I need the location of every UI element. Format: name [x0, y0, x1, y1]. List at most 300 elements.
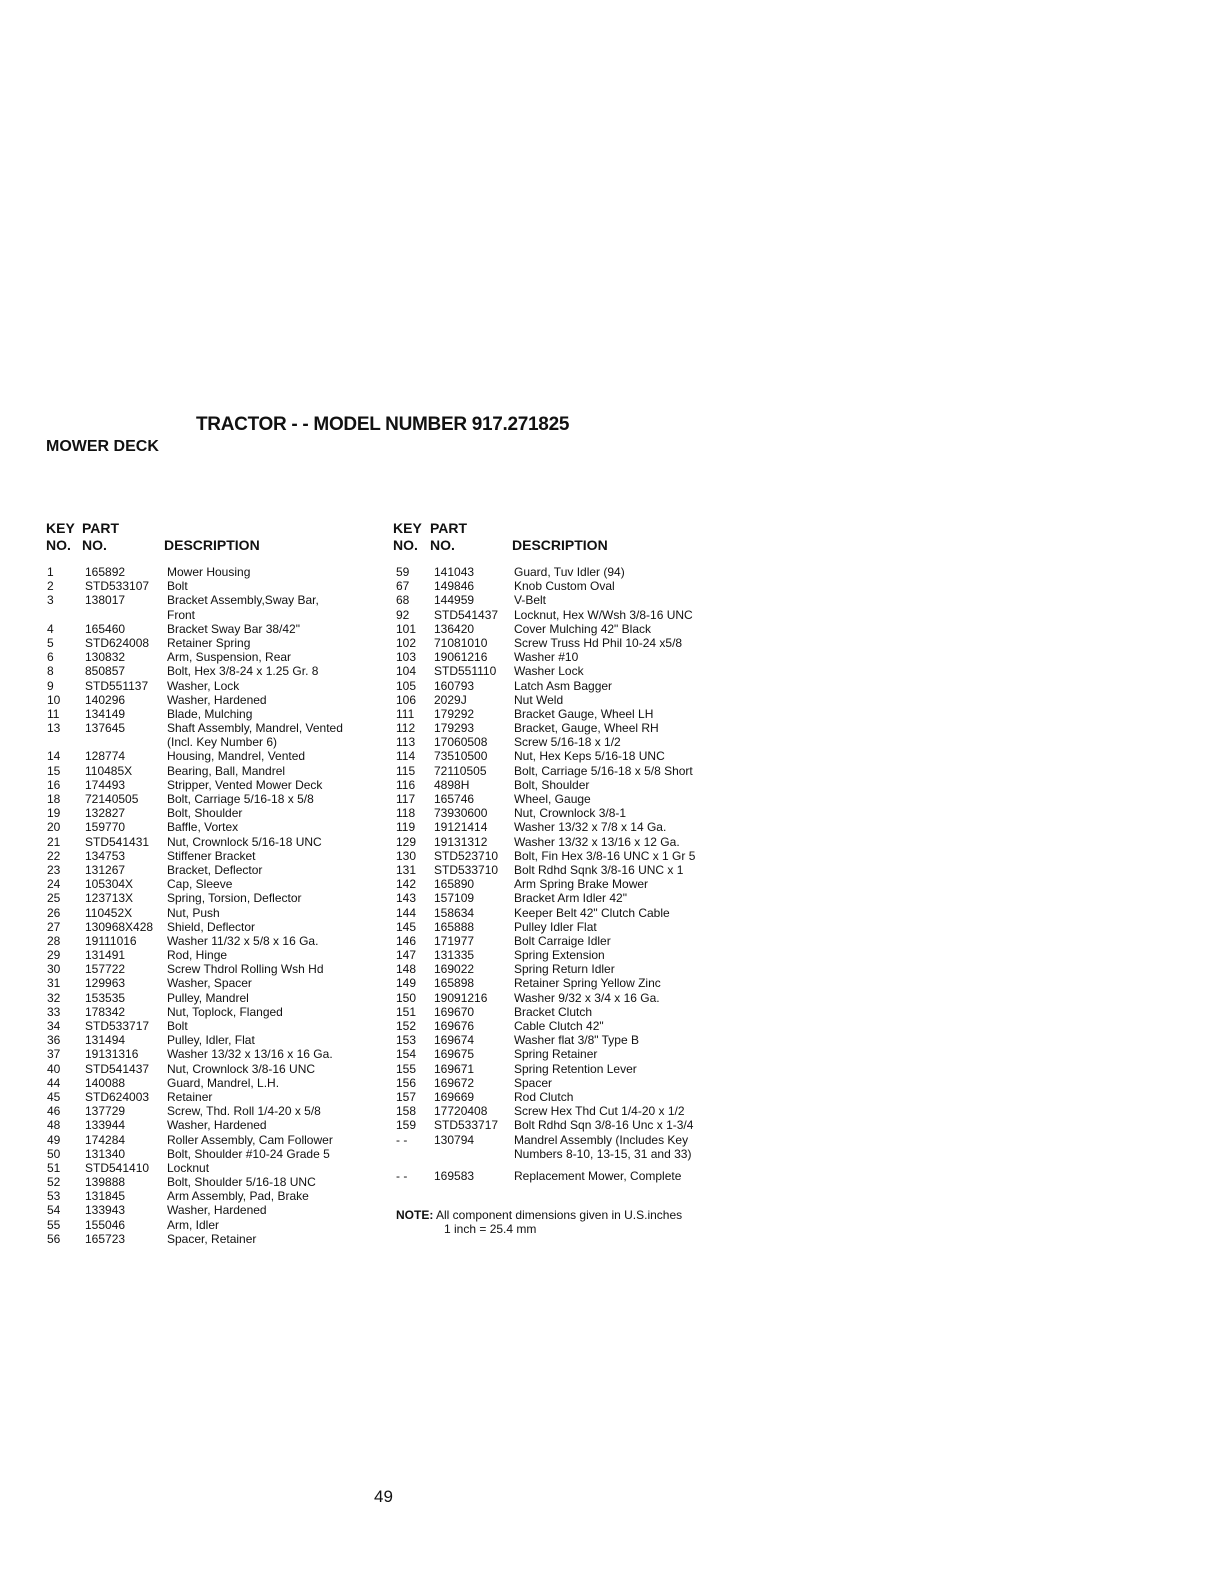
- part-description: Spacer: [514, 1075, 553, 1090]
- parts-row: [47, 664, 387, 678]
- part-description: Bracket Sway Bar 38/42": [167, 621, 300, 636]
- parts-row: [47, 1133, 387, 1147]
- parts-row: [396, 1169, 726, 1183]
- key-number: 49: [47, 1132, 61, 1147]
- part-number: 130968X428: [85, 919, 154, 934]
- key-number: 130: [396, 848, 417, 863]
- part-number: 73930600: [434, 806, 488, 821]
- part-description: Nut, Push: [167, 905, 220, 920]
- part-description: Stiffener Bracket: [167, 848, 256, 863]
- parts-row: [47, 565, 387, 579]
- key-number: 22: [47, 848, 61, 863]
- part-description: Nut, Hex Keps 5/16-18 UNC: [514, 749, 665, 764]
- part-number: 160793: [434, 678, 475, 693]
- part-description: Washer #10: [514, 650, 579, 665]
- parts-row: [47, 778, 387, 792]
- part-description: Nut, Toplock, Flanged: [167, 1004, 283, 1019]
- key-number: 50: [47, 1146, 61, 1161]
- key-number: 51: [47, 1160, 61, 1175]
- part-number: 17720408: [434, 1104, 488, 1119]
- key-number: 37: [47, 1047, 61, 1062]
- parts-row: [47, 764, 387, 778]
- part-number: STD541410: [85, 1160, 150, 1175]
- part-number: 169672: [434, 1075, 475, 1090]
- parts-row: [396, 636, 726, 650]
- key-number: 116: [396, 777, 416, 792]
- key-number: 119: [396, 820, 416, 835]
- part-description: Retainer Spring Yellow Zinc: [514, 976, 661, 991]
- key-number: 23: [47, 862, 61, 877]
- note-line1: All component dimensions given in U.S.inches: [436, 1208, 683, 1222]
- key-number: 104: [396, 664, 417, 679]
- part-number: 105304X: [85, 877, 134, 892]
- part-number: 72110505: [434, 763, 487, 778]
- part-number: 850857: [85, 664, 126, 679]
- key-number: 146: [396, 933, 417, 948]
- parts-row: [396, 906, 726, 920]
- part-description: Bracket Gauge, Wheel LH: [514, 706, 654, 721]
- part-description: Spring Return Idler: [514, 962, 615, 977]
- part-header-line2: NO.: [82, 537, 107, 553]
- part-description: Bolt, Hex 3/8-24 x 1.25 Gr. 8: [167, 664, 319, 679]
- parts-row: [396, 679, 726, 693]
- part-description: Mower Housing: [167, 565, 251, 579]
- part-description: Arm Assembly, Pad, Brake: [167, 1189, 309, 1204]
- part-number: STD624008: [85, 635, 150, 650]
- part-description: Arm Spring Brake Mower: [514, 877, 649, 892]
- parts-row: [396, 565, 726, 579]
- part-number: 131845: [85, 1189, 126, 1204]
- parts-row: [396, 1033, 726, 1047]
- key-number: 26: [47, 905, 61, 920]
- part-description: Replacement Mower, Complete: [514, 1168, 682, 1183]
- key-number: 113: [396, 735, 416, 750]
- part-number: 169676: [434, 1019, 475, 1033]
- key-number: 16: [47, 777, 61, 792]
- parts-row: [396, 1005, 726, 1019]
- note-line2: 1 inch = 25.4 mm: [444, 1222, 537, 1236]
- parts-row: [396, 650, 726, 664]
- parts-row: [47, 962, 387, 976]
- key-number: 59: [396, 565, 410, 579]
- part-number: 140088: [85, 1075, 126, 1090]
- key-number: 148: [396, 962, 417, 977]
- part-description: Blade, Mulching: [167, 706, 253, 721]
- part-description: Bolt: [167, 579, 188, 594]
- right-parts-list: [396, 565, 726, 1183]
- parts-row: [396, 1090, 726, 1104]
- part-description: Screw Hex Thd Cut 1/4-20 x 1/2: [514, 1104, 685, 1119]
- part-description: Bracket, Gauge, Wheel RH: [514, 721, 659, 736]
- part-number: 159770: [85, 820, 126, 835]
- part-number: 129963: [85, 976, 126, 991]
- key-number: 53: [47, 1189, 61, 1204]
- parts-row: [47, 849, 387, 863]
- part-description: Guard, Mandrel, L.H.: [167, 1075, 280, 1090]
- part-description: Roller Assembly, Cam Follower: [167, 1132, 333, 1147]
- key-number: 150: [396, 990, 417, 1005]
- part-description: Screw Thdrol Rolling Wsh Hd: [167, 962, 324, 977]
- part-description: Shaft Assembly, Mandrel, Vented: [167, 721, 343, 736]
- parts-row: [47, 707, 387, 721]
- part-description: Shield, Deflector: [167, 919, 256, 934]
- part-number: 19131312: [434, 834, 488, 849]
- part-number: 19061216: [434, 650, 488, 665]
- parts-row: [47, 1161, 387, 1175]
- part-number: 157722: [85, 962, 126, 977]
- part-description: Arm, Suspension, Rear: [167, 650, 292, 665]
- key-number: 54: [47, 1203, 61, 1218]
- part-number: 169669: [434, 1089, 475, 1104]
- part-description: Washer 11/32 x 5/8 x 16 Ga.: [167, 933, 319, 948]
- key-number: 115: [396, 763, 416, 778]
- key-number: 6: [47, 650, 54, 665]
- parts-row: [396, 877, 726, 891]
- part-number: 19131316: [85, 1047, 139, 1062]
- part-number: 133944: [85, 1118, 126, 1133]
- parts-row: [47, 1147, 387, 1161]
- key-number: 111: [396, 706, 415, 721]
- key-number: 131: [396, 862, 417, 877]
- key-number: 24: [47, 877, 61, 892]
- parts-row: [47, 891, 387, 905]
- part-number: 158634: [434, 905, 475, 920]
- parts-row: [47, 976, 387, 990]
- part-number: 19111016: [85, 933, 137, 948]
- key-number: 114: [396, 749, 416, 764]
- parts-row: [47, 948, 387, 962]
- part-number: 73510500: [434, 749, 488, 764]
- parts-row: [47, 679, 387, 693]
- key-number: 154: [396, 1047, 417, 1062]
- key-number: 117: [396, 792, 416, 806]
- key-number: 19: [47, 806, 61, 821]
- part-description: Arm, Idler: [167, 1217, 220, 1232]
- parts-row: [47, 820, 387, 834]
- key-number: 3: [47, 593, 54, 608]
- part-number: 179293: [434, 721, 475, 736]
- part-description: Screw, Thd. Roll 1/4-20 x 5/8: [167, 1104, 321, 1119]
- part-number: STD541431: [85, 834, 150, 849]
- part-number: 132827: [85, 806, 126, 821]
- key-number: 13: [47, 721, 61, 736]
- key-number: 21: [47, 834, 61, 849]
- parts-row: [47, 622, 387, 636]
- part-number: 169675: [434, 1047, 475, 1062]
- parts-row: [396, 664, 726, 678]
- description-header: DESCRIPTION: [512, 537, 608, 553]
- part-description: Bolt Rdhd Sqnk 3/8-16 UNC x 1: [514, 862, 684, 877]
- parts-row: [396, 891, 726, 905]
- part-description: Bracket, Deflector: [167, 862, 263, 877]
- key-number: 28: [47, 933, 61, 948]
- part-number: STD533107: [85, 579, 150, 594]
- part-number: 179292: [434, 706, 475, 721]
- part-description: Stripper, Vented Mower Deck: [167, 777, 323, 792]
- part-header-line1: PART: [430, 520, 468, 536]
- key-number: 30: [47, 962, 61, 977]
- part-description: Cover Mulching 42" Black: [514, 621, 651, 636]
- part-number: 144959: [434, 593, 475, 608]
- part-number: 123713X: [85, 891, 134, 906]
- part-description: Mandrel Assembly (Includes Key: [514, 1132, 689, 1147]
- part-description: Washer, Spacer: [167, 976, 252, 991]
- key-number: 9: [47, 678, 54, 693]
- parts-row: [396, 1019, 726, 1033]
- part-number: STD551110: [434, 664, 497, 679]
- key-number: 25: [47, 891, 61, 906]
- key-number: 145: [396, 919, 417, 934]
- key-number: 2: [47, 579, 54, 594]
- part-number: 138017: [85, 593, 126, 608]
- parts-row: [47, 1189, 387, 1203]
- part-description: Locknut, Hex W/Wsh 3/8-16 UNC: [514, 607, 693, 622]
- part-description: Spring Retainer: [514, 1047, 598, 1062]
- parts-row: [47, 835, 387, 849]
- parts-row: [47, 806, 387, 820]
- key-number: 159: [396, 1118, 417, 1133]
- key-number: 27: [47, 919, 61, 934]
- key-number: 142: [396, 877, 417, 892]
- part-number: 131335: [434, 948, 475, 963]
- part-number: 165723: [85, 1231, 126, 1246]
- part-description: Nut, Crownlock 5/16-18 UNC: [167, 834, 322, 849]
- key-number: 15: [47, 763, 61, 778]
- part-description: Bracket Clutch: [514, 1004, 593, 1019]
- key-number: 20: [47, 820, 61, 835]
- part-number: 136420: [434, 621, 475, 636]
- key-number: 36: [47, 1033, 61, 1048]
- key-number: 10: [47, 692, 61, 707]
- parts-row: [396, 934, 726, 948]
- parts-row: [47, 1118, 387, 1132]
- parts-row: [47, 1005, 387, 1019]
- key-number: - -: [396, 1132, 408, 1147]
- part-number: STD541437: [85, 1061, 150, 1076]
- parts-row: [47, 1104, 387, 1118]
- part-number: 19091216: [434, 990, 488, 1005]
- part-description: Washer, Hardened: [167, 1118, 267, 1133]
- part-number: 178342: [85, 1004, 126, 1019]
- key-number: 144: [396, 905, 417, 920]
- part-number: 157109: [434, 891, 475, 906]
- part-description: Bearing, Ball, Mandrel: [167, 763, 286, 778]
- part-description: Retainer: [167, 1089, 213, 1104]
- parts-row: [47, 693, 387, 707]
- parts-row: [396, 735, 726, 749]
- parts-row: [396, 849, 726, 863]
- part-number: STD533710: [434, 862, 499, 877]
- parts-row: [47, 920, 387, 934]
- part-number: 149846: [434, 579, 475, 594]
- key-number: 103: [396, 650, 417, 665]
- note-label: NOTE:: [396, 1208, 434, 1222]
- parts-row: [47, 1203, 387, 1217]
- key-number: 40: [47, 1061, 61, 1076]
- parts-row: [47, 735, 387, 749]
- part-description: Screw Truss Hd Phil 10-24 x5/8: [514, 635, 683, 650]
- key-number: 55: [47, 1217, 61, 1232]
- parts-row: [396, 1047, 726, 1061]
- parts-row: [396, 962, 726, 976]
- parts-row: [396, 608, 726, 622]
- part-number: 130832: [85, 650, 126, 665]
- part-description: Pulley Idler Flat: [514, 919, 597, 934]
- key-number: 68: [396, 593, 410, 608]
- key-number: - -: [396, 1168, 408, 1183]
- parts-row: [396, 792, 726, 806]
- part-description: Locknut: [167, 1160, 210, 1175]
- key-number: 158: [396, 1104, 417, 1119]
- parts-row: [396, 778, 726, 792]
- part-description: Knob Custom Oval: [514, 579, 615, 594]
- parts-row: [396, 920, 726, 934]
- parts-row: [396, 1104, 726, 1118]
- parts-row: [396, 593, 726, 607]
- parts-row: [47, 863, 387, 877]
- part-number: 134753: [85, 848, 126, 863]
- parts-row: [47, 1232, 387, 1246]
- part-number: 153535: [85, 990, 126, 1005]
- part-number: 139888: [85, 1175, 126, 1190]
- part-description: Washer 9/32 x 3/4 x 16 Ga.: [514, 990, 660, 1005]
- part-number: 110452X: [85, 905, 133, 920]
- part-number: 174493: [85, 777, 126, 792]
- key-number: 152: [396, 1019, 417, 1033]
- part-number: 110485X: [85, 763, 133, 778]
- part-number: 133943: [85, 1203, 126, 1218]
- part-number: 165890: [434, 877, 475, 892]
- parts-row: [396, 764, 726, 778]
- parts-row: [396, 820, 726, 834]
- key-number: 31: [47, 976, 61, 991]
- key-number: 129: [396, 834, 417, 849]
- parts-row: [396, 863, 726, 877]
- parts-row: [47, 721, 387, 735]
- part-description: Pulley, Mandrel: [167, 990, 249, 1005]
- section-heading: MOWER DECK: [46, 438, 159, 455]
- parts-row: [396, 693, 726, 707]
- key-number: 155: [396, 1061, 417, 1076]
- parts-row: [47, 636, 387, 650]
- part-number: 137645: [85, 721, 126, 736]
- parts-row: [396, 948, 726, 962]
- part-header-line1: PART: [82, 520, 120, 536]
- part-description: Bolt, Shoulder: [167, 806, 243, 821]
- part-description: Cap, Sleeve: [167, 877, 233, 892]
- part-description: Rod, Hinge: [167, 948, 228, 963]
- part-description: Rod Clutch: [514, 1089, 574, 1104]
- key-number: 101: [396, 621, 417, 636]
- parts-row: [47, 1019, 387, 1033]
- parts-row: [47, 1175, 387, 1189]
- key-number: 147: [396, 948, 417, 963]
- key-number: 48: [47, 1118, 61, 1133]
- part-description: Washer, Lock: [167, 678, 240, 693]
- left-parts-list: [47, 565, 387, 1246]
- part-description: Nut Weld: [514, 692, 564, 707]
- key-number: 149: [396, 976, 417, 991]
- part-description: Baffle, Vortex: [167, 820, 239, 835]
- part-number: 130794: [434, 1132, 475, 1147]
- part-description: Washer 13/32 x 13/16 x 16 Ga.: [167, 1047, 333, 1062]
- parts-row: [47, 1062, 387, 1076]
- parts-row: [396, 1076, 726, 1090]
- part-number: 169022: [434, 962, 475, 977]
- part-description: Bolt, Carriage 5/16-18 x 5/8: [167, 792, 314, 806]
- parts-row: [47, 1047, 387, 1061]
- parts-row: [47, 792, 387, 806]
- part-description: Numbers 8-10, 13-15, 31 and 33): [514, 1146, 692, 1161]
- parts-row: [47, 608, 387, 622]
- key-number: 102: [396, 635, 417, 650]
- part-number: 131267: [85, 862, 126, 877]
- part-number: 4898H: [434, 777, 470, 792]
- parts-row: [396, 835, 726, 849]
- part-number: 141043: [434, 565, 475, 579]
- parts-row: [396, 1118, 726, 1132]
- part-description: Bolt, Fin Hex 3/8-16 UNC x 1 Gr 5: [514, 848, 696, 863]
- parts-row: [396, 976, 726, 990]
- key-number: 18: [47, 792, 61, 806]
- left-table-header: [46, 520, 366, 554]
- description-header: DESCRIPTION: [164, 537, 260, 553]
- key-number: 156: [396, 1075, 417, 1090]
- key-number: 151: [396, 1004, 417, 1019]
- part-description: Bolt Rdhd Sqn 3/8-16 Unc x 1-3/4: [514, 1118, 694, 1133]
- part-description: Retainer Spring: [167, 635, 251, 650]
- part-description: Wheel, Gauge: [514, 792, 591, 806]
- part-description: Washer Lock: [514, 664, 584, 679]
- part-number: 19121414: [434, 820, 488, 835]
- part-number: 174284: [85, 1132, 126, 1147]
- part-number: 171977: [434, 933, 475, 948]
- key-number: 153: [396, 1033, 417, 1048]
- key-header-line2: NO.: [46, 537, 71, 553]
- key-number: 4: [47, 621, 54, 636]
- key-number: 143: [396, 891, 417, 906]
- part-description: Bracket Assembly,Sway Bar,: [167, 593, 319, 608]
- part-number: 165898: [434, 976, 475, 991]
- key-header-line1: KEY: [46, 520, 75, 536]
- part-number: 155046: [85, 1217, 126, 1232]
- key-number: 32: [47, 990, 61, 1005]
- part-description: Front: [167, 607, 196, 622]
- parts-row: [47, 906, 387, 920]
- part-number: 137729: [85, 1104, 126, 1119]
- part-description: Nut, Crownlock 3/8-16 UNC: [167, 1061, 316, 1076]
- key-number: 112: [396, 721, 416, 736]
- part-number: STD533717: [434, 1118, 499, 1133]
- part-number: 169671: [434, 1061, 475, 1076]
- part-number: 169583: [434, 1168, 475, 1183]
- part-description: Housing, Mandrel, Vented: [167, 749, 306, 764]
- key-number: 1: [47, 565, 54, 579]
- key-number: 34: [47, 1019, 61, 1033]
- part-number: 128774: [85, 749, 126, 764]
- part-description: Washer, Hardened: [167, 692, 267, 707]
- part-description: Bracket Arm Idler 42": [514, 891, 627, 906]
- part-description: Spacer, Retainer: [167, 1231, 257, 1246]
- parts-row: [396, 707, 726, 721]
- part-number: 134149: [85, 706, 126, 721]
- key-number: 118: [396, 806, 416, 821]
- part-description: Spring Retention Lever: [514, 1061, 637, 1076]
- parts-row: [47, 991, 387, 1005]
- part-description: Washer, Hardened: [167, 1203, 267, 1218]
- parts-row: [47, 650, 387, 664]
- part-number: 165892: [85, 565, 126, 579]
